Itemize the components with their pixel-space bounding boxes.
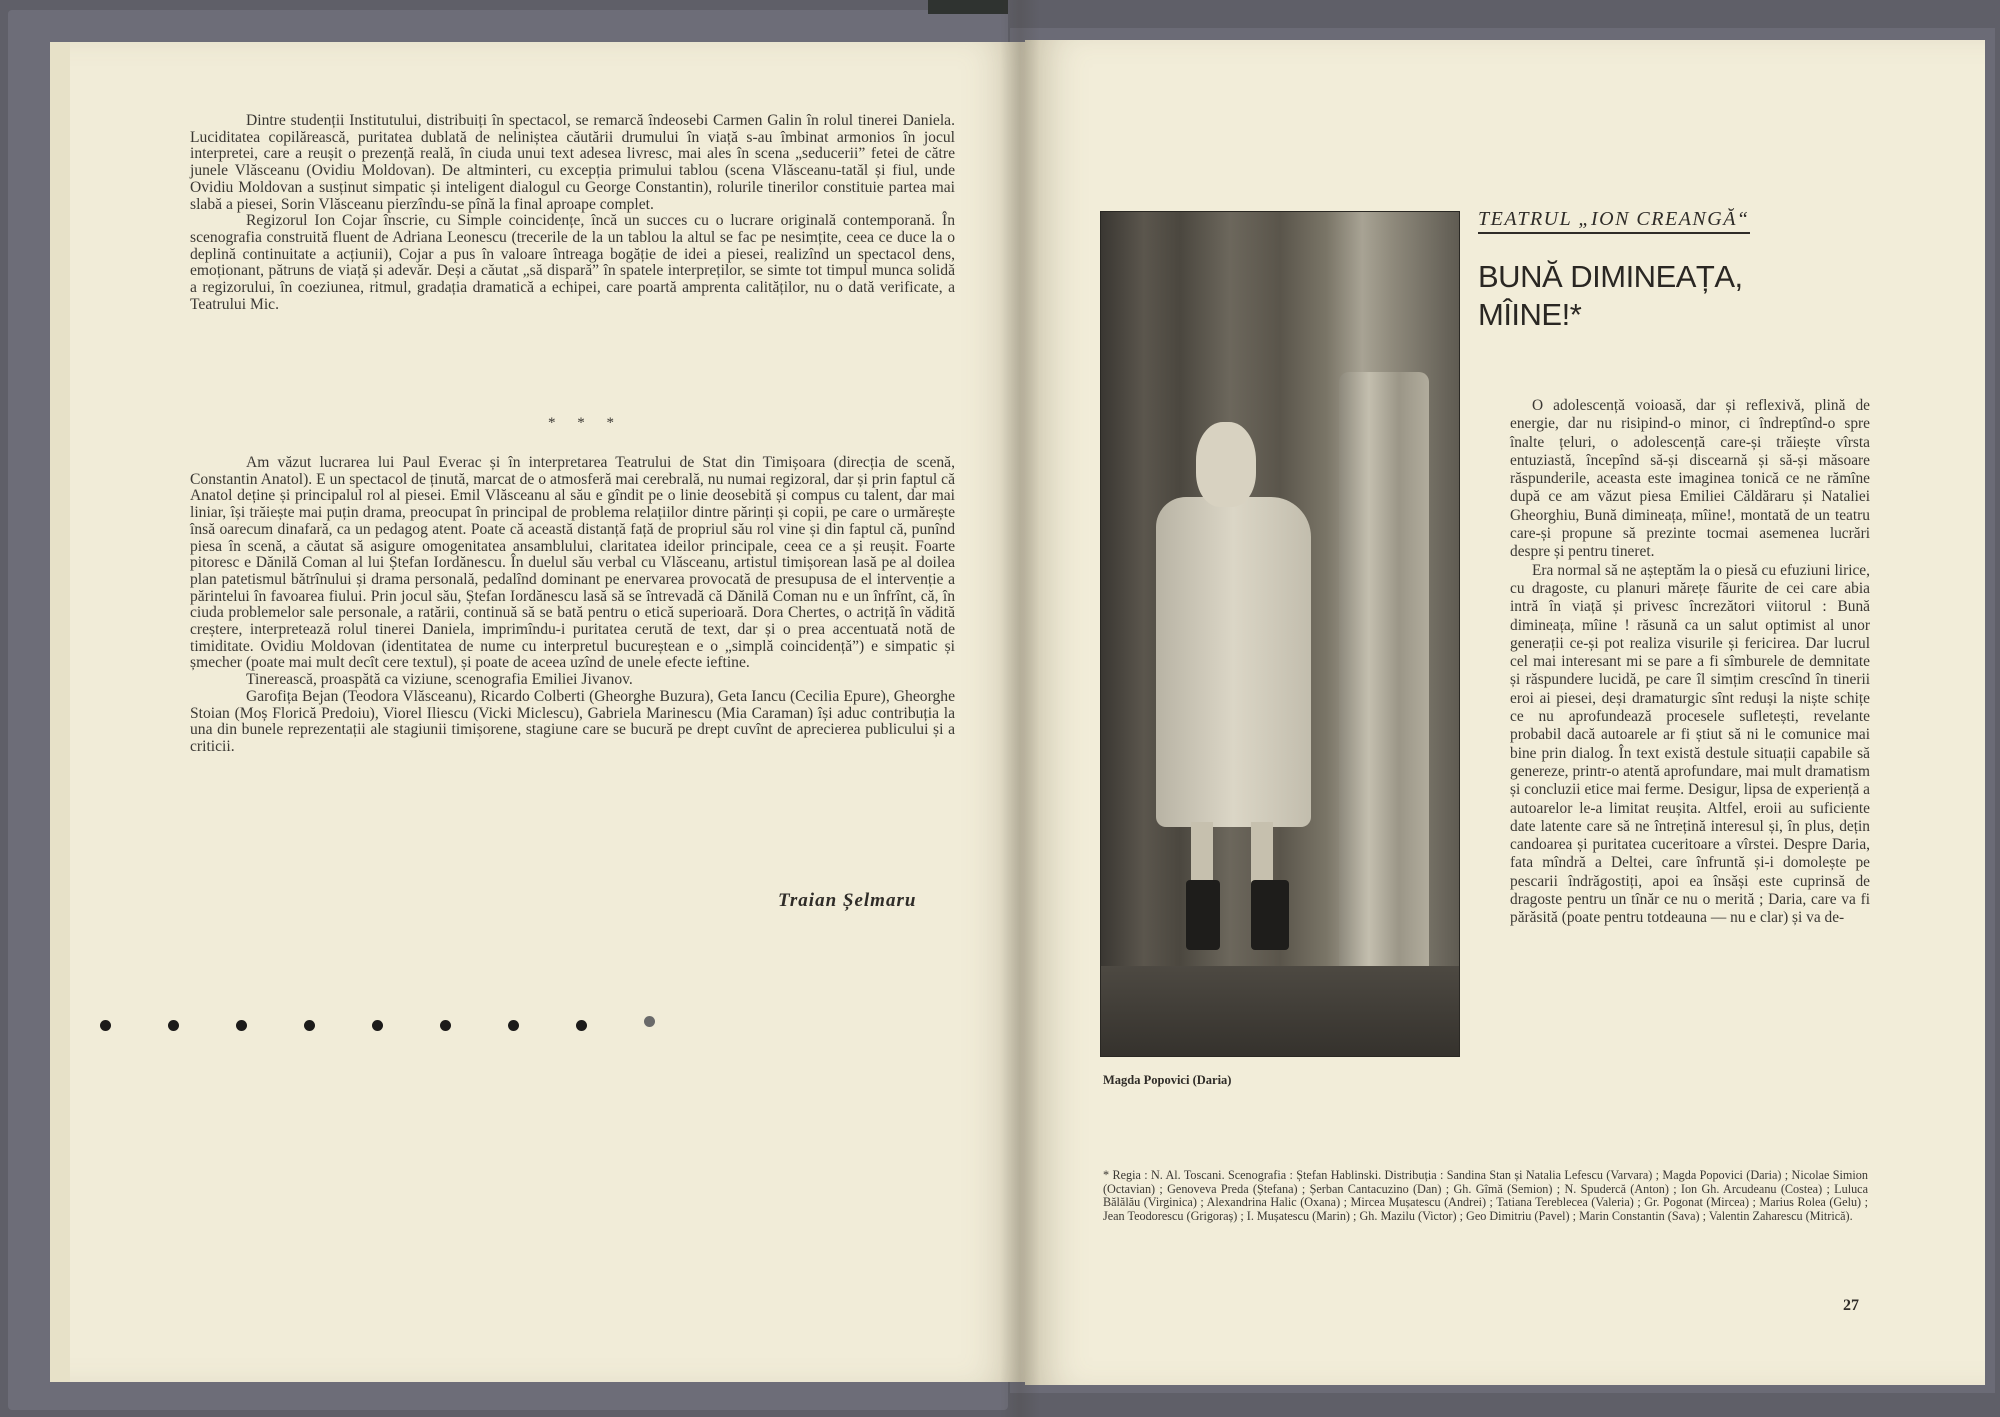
section-separator: * * * [548,415,623,431]
figure-headscarf [1196,422,1256,507]
stage-floor [1101,966,1459,1056]
dot-ornament [508,1020,519,1031]
dot-ornament [168,1020,179,1031]
paragraph: Regizorul Ion Cojar înscrie, cu Simple coincidențe, încă un succes cu o lucrare originală contemporană. În scenografia construită fluent de Adriana Leonescu (trecerile de la un tablou la altul se fac pe nesimțite, ceea ce duce la o deplină continuitate a acțiunii), Cojar a pus în valoare întreaga bogăție de idei a piesei, realizînd un spectacol dens, emoționant, pătruns de viață și adevăr. Deși a căutat „să dispară” în spatele interpreților, se simte tot timpul munca solidă a regizorului, în coeziunea, ritmul, gradația dramatică a echipei, care poartă amprenta calităților, nu o dată verificate, a Teatrului Mic. [190,212,955,313]
dot-ornament [304,1020,315,1031]
figure-coat [1156,497,1311,827]
actress-on-stage-photo [1100,211,1460,1057]
left-article-text-bottom [190,455,955,756]
spine-strip [928,0,1008,14]
paragraph: Tinerească, proaspătă ca viziune, scenografia Emiliei Jivanov. [246,671,633,689]
play-title [1478,258,1798,334]
theatre-label: TEATRUL „ION CREANGĂ“ [1478,208,1750,234]
decorative-dot-row [100,1020,660,1040]
dot-ornament [440,1020,451,1031]
figure-boot [1186,880,1220,950]
cast-footnote: * Regia : N. Al. Toscani. Scenografia : Ștefan Hablinski. Distribuția : Sandina Stan și Natalia Lefescu (Varvara) ; Magda Popovici (Daria) ; Nicolae Simion (Octavian) ; Genoveva Preda (Ștefana) ; Șerban Cantacuzino (Dan) ; Gh. Gîmă (Semion) ; N. Spudercă (Anton) ; Ion Gh. Arcudeanu (Costea) ; Luluca Bălălău (Virginica) ; Alexandrina Halic (Oxana) ; Mircea Mușatescu (Andrei) ; Tatiana Tereblecea (Valeria) ; Gr. Pogonat (Mircea) ; Marius Rolea (Gelu) ; Jean Teodorescu (Grigoraș) ; I. Mușatescu (Marin) ; Gh. Mazilu (Victor) ; Geo Dimitriu (Pavel) ; Marin Constantin (Sava) ; Valentin Zaharescu (Mitrică). [1103,1168,1868,1223]
paragraph: Dintre studenții Institutului, distribuiți în spectacol, se remarcă îndeosebi Carmen Galin în rolul tinerei Daniela. Luciditatea copilărească, puritatea dublată de neliniștea căutării drumului în viață s-au îmbinat armonios în jocul interpretei, care a reușit o prezență reală, în ciuda unui text adesea livresc, mai ales în scena „seducerii” fetei de către junele Vlăsceanu (Ovidiu Moldovan). De altminteri, cu excepția primului tablou (scena Vlăsceanu-tatăl și fiul, unde Ovidiu Moldovan a susținut simpatic și inteligent dialogul cu George Constantin), rolurile tinerilor constituie partea mai slabă a piesei, Sorin Vlăsceanu pierzîndu-se pînă la final aproape complet. [190,112,955,213]
play-title-line: BUNĂ DIMINEAȚA, [1478,259,1743,294]
right-article-text [1510,397,1870,928]
dot-ornament [372,1020,383,1031]
paragraph: Am văzut lucrarea lui Paul Everac și în interpretarea Teatrului de Stat din Timișoara (direcția de scenă, Constantin Anatol). E un spectacol de ținută, marcat de o atmosferă mai cerebrală, nu numai regizoral, dar și prin faptul că Anatol deține și principalul rol al piesei. Emil Vlăsceanu al său e gîndit pe o linie deosebită și compus cu talent, dar mai liniar, își trăiește mai puțin drama, preocupat în principal de problema relațiilor dintre părinți și copii, pe care o urmărește însă oarecum dinafară, ca un pedagog atent. Poate că această distanță față de propriul său rol vine și din faptul că, punînd piesa în scenă, a căutat să asigure omogenitatea ansamblului, claritatea ideilor principale, ceea ce a și reușit. Foarte pitoresc e Dănilă Coman al lui Ștefan Iordănescu. În duelul său verbal cu Vlăsceanu, artistul timișorean lasă pe al doilea plan patetismul bătrînului și drama personală, pedalînd dominant pe enervarea provocată de presupusa de el intervenție a părintelui în favoarea fiului. Prin jocul său, Ștefan Iordănescu lasă să se întrevadă că Dănilă Coman nu e un înfrînt, că, în ciuda problemelor sale personale, a ratării, continuă să se bată pentru o etică superioară. Dora Chertes, o actriță în vădită creștere, interpretează rolul tinerei Daniela, imprimîndu-i puritatea cerută de text, dar și o prea accentuată notă de timiditate. Ovidiu Moldovan (identitatea de nume cu interpretul bucureștean e o „simplă coincidență”) e simpatic și șmecher (poate mai mult decît cere textul), și poate de aceea uzînd de unele efecte ieftine. [190,454,955,672]
author-signature: Traian Șelmaru [778,890,917,911]
photo-caption: Magda Popovici (Daria) [1103,1073,1232,1087]
paragraph: O adolescență voioasă, dar și reflexivă, plină de energie, dar nu risipind-o minor, ci îndreptînd-o spre înalte țeluri, o adolescență care-și trăiește vîrsta entuziastă, începînd să-și discearnă și să-și măsoare răspunderile, aceasta este imaginea tonică ce ne rămîne după ce am văzut piesa Emiliei Căldăraru și Nataliei Gheorghiu, Bună dimineața, mîine!, montată de un teatru care-și propune să prezinte tocmai asemenea lucrări despre și pentru tineret. [1510,397,1870,561]
stage-curtain [1339,372,1429,992]
figure-boot [1251,880,1289,950]
dot-ornament [644,1016,655,1027]
paragraph: Era normal să ne așteptăm la o piesă cu efuziuni lirice, cu dragoste, cu planuri mărețe făurite de cei care abia intră în viață și privesc încrezători viitorul : Bună dimineața, mîine ! răsună ca un salut optimist al unor generații ce-și pot realiza visurile și fericirea. Dar lucrul cel mai interesant mi se pare a fi sîmburele de demnitate și răspundere lucidă, pe care îl simțim crescînd în tinerii eroi ai piesei, deși dramaturgic sînt reduși la niște schițe ce nu aprofundează procesele sufletești, revelante probabil dacă autoarele ar fi știut să ni le comunice mai bine prin dialog. În text există destule situații capabile să genereze, printr-o atentă aprofundare, mai mult dramatism și concluzii etice mai ferme. Desigur, lipsa de experiență a autoarelor le-a limitat reușita. Altfel, eroii au suficiente date latente care să ne întrețină interesul și, în plus, dețin candoarea și puritatea cuceritoare a vîrstei. Despre Daria, fata mîndră a Deltei, care înfruntă și-i domolește pe pescarii îndrăgostiți, apoi ea însăși este cuprinsă de dragoste pentru un tînăr ce nu o merită ; Daria, care va fi părăsită (poate pentru totdeauna — nu e clar) și va de- [1510,561,1870,927]
page-number: 27 [1843,1297,1859,1314]
gutter-shadow [1000,0,1040,1417]
dot-ornament [236,1020,247,1031]
play-title-line: MÎINE!* [1478,297,1582,332]
dot-ornament [100,1020,111,1031]
paragraph: Garofița Bejan (Teodora Vlăsceanu), Ricardo Colberti (Gheorghe Buzura), Geta Iancu (Cecilia Epure), Gheorghe Stoian (Moș Florică Predoiu), Viorel Iliescu (Vicki Miclescu), Gabriela Marinescu (Mia Caraman) își aduc contribuția la una din bunele reprezentații ale stagiunii timișorene, stagiune care se bucură pe drept cuvînt de aprecierea publicului și a criticii. [190,687,955,755]
left-article-text-top [190,113,955,313]
dot-ornament [576,1020,587,1031]
